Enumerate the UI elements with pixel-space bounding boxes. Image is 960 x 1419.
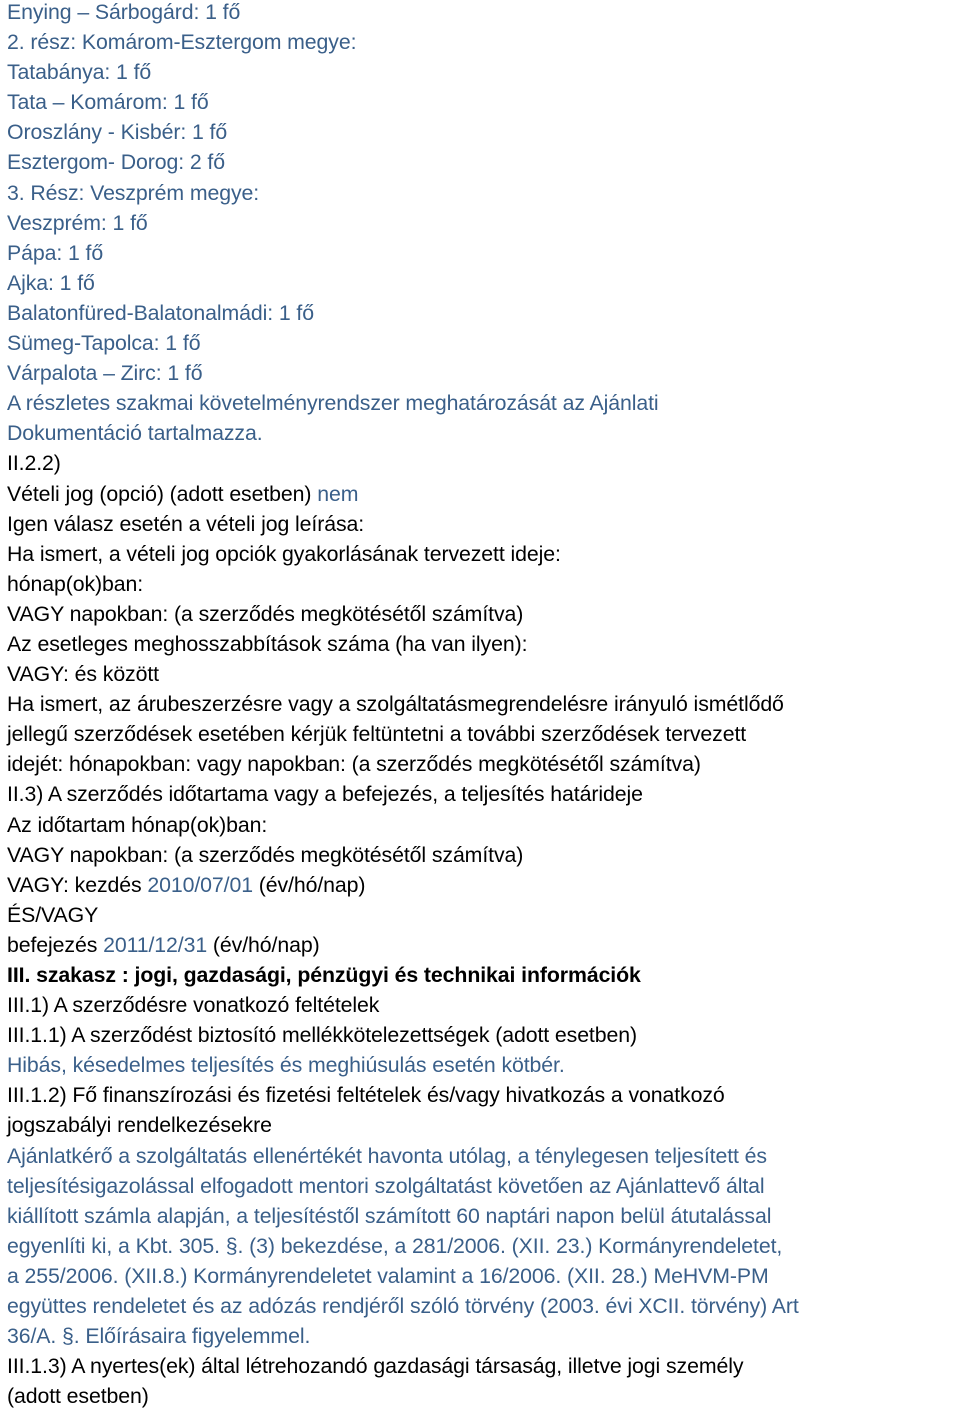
document-line — [7, 779, 960, 809]
form-label-text: VAGY: kezdés — [7, 872, 148, 897]
form-label-text: (év/hó/nap) — [207, 932, 320, 957]
filled-value-text: Várpalota – Zirc: 1 fő — [7, 361, 203, 386]
document-line — [7, 1291, 960, 1321]
form-label-text: VAGY: és között — [7, 662, 159, 687]
filled-value-text: Veszprém: 1 fő — [7, 210, 148, 235]
form-label-text: II.2.2) — [7, 451, 61, 476]
form-label-text: idejét: hónapokban: vagy napokban: (a szerződés megkötésétől számítva) — [7, 752, 701, 777]
document-line — [7, 87, 960, 117]
form-label-text: III.1) A szerződésre vonatkozó feltételek — [7, 993, 380, 1018]
document-line — [7, 1201, 960, 1231]
filled-value-text: Balatonfüred-Balatonalmádi: 1 fő — [7, 300, 314, 325]
form-label-text: III.1.1) A szerződést biztosító mellékkötelezettségek (adott esetben) — [7, 1023, 637, 1048]
form-label-text: jogszabályi rendelkezésekre — [7, 1113, 272, 1138]
document-line — [7, 1171, 960, 1201]
filled-value-text: Enying – Sárbogárd: 1 fő — [7, 0, 241, 24]
document-line — [7, 0, 960, 27]
document-line — [7, 930, 960, 960]
filled-value-text: 2010/07/01 — [147, 872, 253, 897]
document-line — [7, 1231, 960, 1261]
form-label-text: VAGY napokban: (a szerződés megkötésétől számítva) — [7, 842, 524, 867]
filled-value-text: 2. rész: Komárom-Esztergom megye: — [7, 30, 357, 55]
document-line — [7, 719, 960, 749]
document-line — [7, 1351, 960, 1381]
filled-value-text: nem — [317, 481, 359, 506]
document-line — [7, 27, 960, 57]
document-line — [7, 1020, 960, 1050]
form-label-text: Ha ismert, az árubeszerzésre vagy a szolgáltatásmegrendelésre irányuló ismétlődő — [7, 692, 784, 717]
document-line — [7, 1050, 960, 1080]
filled-value-text: a 255/2006. (XII.8.) Kormányrendeletet valamint a 16/2006. (XII. 28.) MeHVM-PM — [7, 1263, 769, 1288]
document-line — [7, 147, 960, 177]
document-line — [7, 208, 960, 238]
document-line — [7, 509, 960, 539]
document-line — [7, 659, 960, 689]
filled-value-text: 2011/12/31 — [103, 932, 208, 957]
document-line — [7, 1261, 960, 1291]
document-line — [7, 1110, 960, 1140]
document-line — [7, 1080, 960, 1110]
filled-value-text: Tatabánya: 1 fő — [7, 60, 152, 85]
form-label-text: Az időtartam hónap(ok)ban: — [7, 812, 268, 837]
document-line — [7, 448, 960, 478]
form-label-text: (év/hó/nap) — [252, 872, 366, 897]
form-label-text: Ha ismert, a vételi jog opciók gyakorlásának tervezett ideje: — [7, 541, 561, 566]
filled-value-text: együttes rendeletet és az adózás rendjéről szóló törvény (2003. évi XCII. törvény) Art — [7, 1294, 799, 1319]
filled-value-text: 3. Rész: Veszprém megye: — [7, 180, 260, 205]
filled-value-text: teljesítésigazolással elfogadott mentori szolgáltatást követően az Ajánlattevő által — [7, 1173, 765, 1198]
document-line — [7, 418, 960, 448]
document-line — [7, 629, 960, 659]
filled-value-text: Pápa: 1 fő — [7, 240, 104, 265]
form-label-text: (adott esetben) — [7, 1384, 149, 1409]
form-label-text: jellegű szerződések esetében kérjük feltüntetni a további szerződések tervezett — [7, 722, 747, 747]
form-label-text: III.1.3) A nyertes(ek) által létrehozandó gazdasági társaság, illetve jogi személy — [7, 1354, 744, 1379]
filled-value-text: Esztergom- Dorog: 2 fő — [7, 150, 225, 175]
filled-value-text: Hibás, késedelmes teljesítés és meghiúsulás esetén kötbér. — [7, 1053, 565, 1078]
filled-value-text: A részletes szakmai követelményrendszer meghatározását az Ajánlati — [7, 391, 659, 416]
document-line — [7, 358, 960, 388]
filled-value-text: Oroszlány - Kisbér: 1 fő — [7, 120, 228, 145]
filled-value-text: kiállított számla alapján, a teljesítéstől számított 60 naptári napon belül átutalással — [7, 1203, 772, 1228]
document-line — [7, 810, 960, 840]
document-line — [7, 178, 960, 208]
document-line — [7, 1381, 960, 1411]
document-line — [7, 268, 960, 298]
filled-value-text: 36/A. §. Előírásaira figyelemmel. — [7, 1324, 311, 1349]
form-label-text: Igen válasz esetén a vételi jog leírása: — [7, 511, 365, 536]
form-label-text: II.3) A szerződés időtartama vagy a befejezés, a teljesítés határideje — [7, 782, 643, 807]
form-label-text: Az esetleges meghosszabbítások száma (ha van ilyen): — [7, 631, 528, 656]
document-line — [7, 960, 960, 990]
document-line — [7, 57, 960, 87]
document-line — [7, 1141, 960, 1171]
document-line — [7, 1321, 960, 1351]
section-heading-text: III. szakasz : jogi, gazdasági, pénzügyi és technikai információk — [7, 963, 641, 987]
document-line — [7, 328, 960, 358]
document-line — [7, 840, 960, 870]
form-label-text: III.1.2) Fő finanszírozási és fizetési feltételek és/vagy hivatkozás a vonatkozó — [7, 1083, 725, 1108]
document-line — [7, 749, 960, 779]
document-line — [7, 238, 960, 268]
document-line — [7, 900, 960, 930]
document-line — [7, 990, 960, 1020]
filled-value-text: Ajánlatkérő a szolgáltatás ellenértékét havonta utólag, a ténylegesen teljesített és — [7, 1143, 767, 1168]
document-line — [7, 117, 960, 147]
filled-value-text: Tata – Komárom: 1 fő — [7, 90, 209, 115]
form-label-text: VAGY napokban: (a szerződés megkötésétől számítva) — [7, 601, 524, 626]
form-label-text: hónap(ok)ban: — [7, 571, 144, 596]
document-line — [7, 599, 960, 629]
filled-value-text: Dokumentáció tartalmazza. — [7, 421, 263, 446]
form-label-text: ÉS/VAGY — [7, 902, 99, 927]
document-line — [7, 870, 960, 900]
form-label-text: Vételi jog (opció) (adott esetben) — [7, 481, 318, 506]
document-line — [7, 479, 960, 509]
document-line — [7, 539, 960, 569]
filled-value-text: Sümeg-Tapolca: 1 fő — [7, 331, 201, 356]
document-line — [7, 689, 960, 719]
filled-value-text: Ajka: 1 fő — [7, 270, 95, 295]
form-label-text: befejezés — [7, 932, 104, 957]
document-line — [7, 388, 960, 418]
document-line — [7, 569, 960, 599]
document-line — [7, 298, 960, 328]
filled-value-text: egyenlíti ki, a Kbt. 305. §. (3) bekezdése, a 281/2006. (XII. 23.) Kormányrendeletet, — [7, 1233, 783, 1258]
